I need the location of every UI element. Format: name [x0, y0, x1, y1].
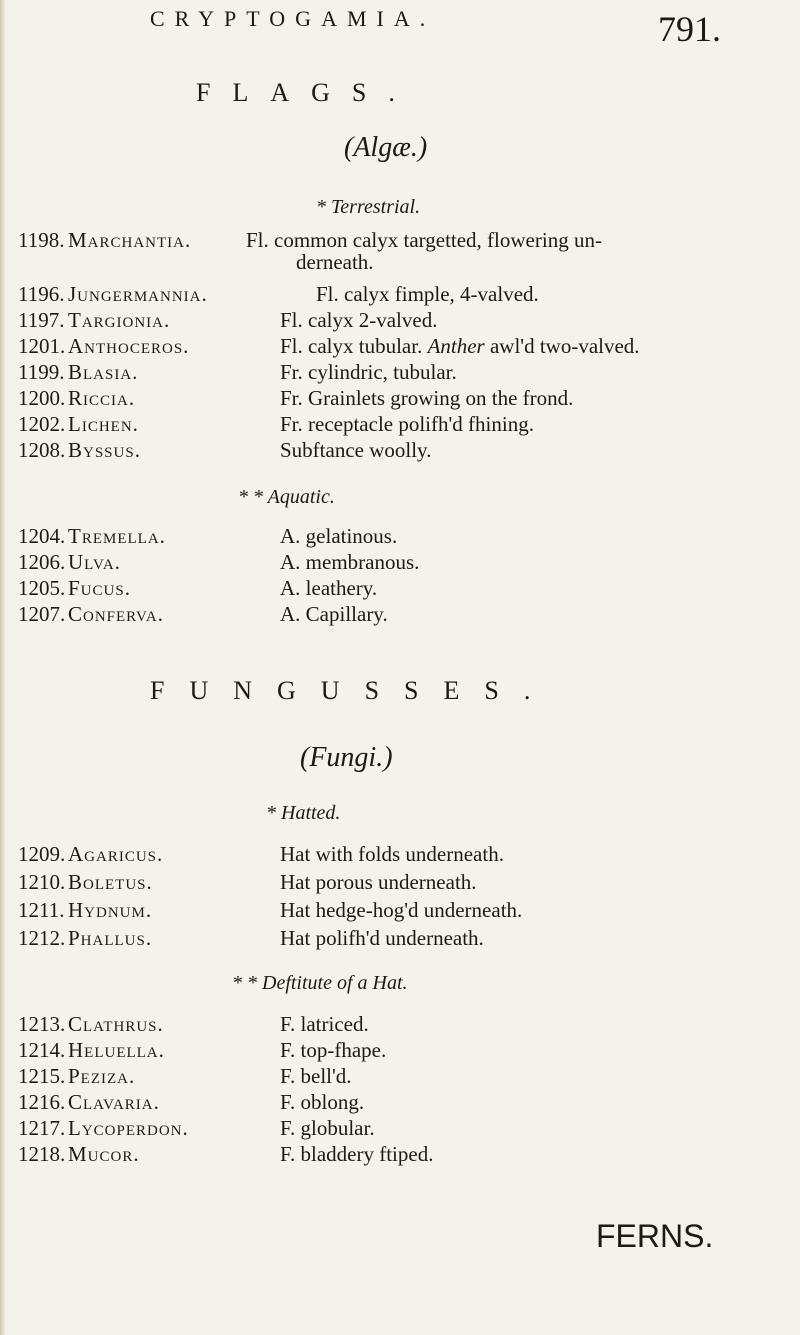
list-item — [0, 842, 800, 872]
entry-number: 1197. — [18, 308, 65, 332]
genus-name: Anthoceros. — [68, 334, 190, 358]
genus-description: A. gelatinous. — [280, 524, 398, 548]
list-item — [0, 602, 800, 632]
genus-name: Ulva. — [68, 550, 121, 574]
genus-description: F. bladdery ftiped. — [280, 1142, 434, 1166]
genus-description: A. Capillary. — [280, 602, 388, 626]
entry-number: 1204. — [18, 524, 66, 548]
genus-name: Fucus. — [68, 576, 131, 600]
genus-name: Blasia. — [68, 360, 139, 384]
entry-number: 1196. — [18, 282, 65, 306]
genus-name: Hydnum. — [68, 898, 153, 922]
entry-number: 1200. — [18, 386, 66, 410]
genus-description: F. globular. — [280, 1116, 375, 1140]
entry-number: 1205. — [18, 576, 66, 600]
entry-number: 1209. — [18, 842, 66, 866]
entry-number: 1217. — [18, 1116, 66, 1140]
subheading-terrestrial: * Terrestrial. — [316, 196, 421, 218]
entry-number: 1201. — [18, 334, 66, 358]
genus-name: Clathrus. — [68, 1012, 164, 1036]
entry-number: 1214. — [18, 1038, 66, 1062]
list-item — [0, 870, 800, 900]
entry-number: 1211. — [18, 898, 65, 922]
description-italic: Anther — [427, 334, 485, 358]
entry-number: 1207. — [18, 602, 66, 626]
running-title: CRYPTOGAMIA. — [150, 6, 436, 31]
genus-description: Hat porous underneath. — [280, 870, 477, 894]
catchword: FERNS. — [596, 1218, 714, 1254]
section-title-fungusses: FUNGUSSES. — [150, 676, 556, 705]
genus-name: Mucor. — [68, 1142, 140, 1166]
list-item — [0, 228, 800, 258]
description-text: Fl. calyx tubular. — [280, 334, 423, 358]
genus-description: Subftance woolly. — [280, 438, 432, 462]
section-subtitle-algae: (Algæ.) — [344, 132, 428, 163]
genus-name: Byssus. — [68, 438, 141, 462]
genus-description: Hat polifh'd underneath. — [280, 926, 484, 950]
entry-number: 1212. — [18, 926, 66, 950]
genus-description: Fl. calyx fimple, 4-valved. — [316, 282, 539, 306]
genus-description: F. oblong. — [280, 1090, 365, 1114]
genus-description-continued: derneath. — [296, 250, 374, 274]
list-item — [0, 1142, 800, 1172]
entry-number: 1218. — [18, 1142, 66, 1166]
section-title-flags: FLAGS. — [196, 78, 417, 107]
entry-number: 1208. — [18, 438, 66, 462]
subheading-destitute-of-hat: * * Deftitute of a Hat. — [232, 972, 408, 994]
genus-description: Hat with folds underneath. — [280, 842, 504, 866]
genus-name: Targionia. — [68, 308, 171, 332]
genus-description: Fl. calyx 2-valved. — [280, 308, 438, 332]
genus-name: Tremella. — [68, 524, 166, 548]
genus-name: Lycoperdon. — [68, 1116, 189, 1140]
genus-name: Agaricus. — [68, 842, 164, 866]
genus-description — [280, 334, 640, 359]
list-item — [0, 898, 800, 928]
genus-description: Fr. cylindric, tubular. — [280, 360, 457, 384]
entry-number: 1215. — [18, 1064, 66, 1088]
genus-description: A. leathery. — [280, 576, 378, 600]
genus-name: Phallus. — [68, 926, 153, 950]
section-subtitle-fungi: (Fungi.) — [300, 742, 393, 773]
genus-description: A. membranous. — [280, 550, 420, 574]
genus-name: Marchantia. — [68, 228, 192, 252]
genus-description: Fr. receptacle polifh'd fhining. — [280, 412, 534, 436]
genus-name: Conferva. — [68, 602, 164, 626]
genus-name: Clavaria. — [68, 1090, 160, 1114]
list-item — [0, 926, 800, 956]
entry-number: 1198. — [18, 228, 65, 252]
genus-description: Fl. common calyx targetted, flowering un- — [246, 228, 602, 252]
genus-description: F. latriced. — [280, 1012, 369, 1036]
genus-name: Lichen. — [68, 412, 139, 436]
genus-description: F. bell'd. — [280, 1064, 352, 1088]
genus-name: Heluella. — [68, 1038, 165, 1062]
entry-number: 1213. — [18, 1012, 66, 1036]
entry-number: 1199. — [18, 360, 65, 384]
genus-description: F. top-fhape. — [280, 1038, 387, 1062]
list-item — [0, 438, 800, 468]
genus-name: Riccia. — [68, 386, 136, 410]
entry-number: 1206. — [18, 550, 66, 574]
entry-number: 1210. — [18, 870, 66, 894]
description-text: awl'd two-valved. — [489, 334, 640, 358]
subheading-aquatic: * * Aquatic. — [238, 486, 335, 508]
genus-name: Peziza. — [68, 1064, 136, 1088]
genus-description: Fr. Grainlets growing on the frond. — [280, 386, 574, 410]
page-number: 791. — [658, 9, 721, 49]
genus-name: Boletus. — [68, 870, 153, 894]
genus-description: Hat hedge-hog'd underneath. — [280, 898, 523, 922]
subheading-hatted: * Hatted. — [266, 802, 341, 824]
entry-number: 1216. — [18, 1090, 66, 1114]
genus-name: Jungermannia. — [68, 282, 208, 306]
entry-number: 1202. — [18, 412, 66, 436]
